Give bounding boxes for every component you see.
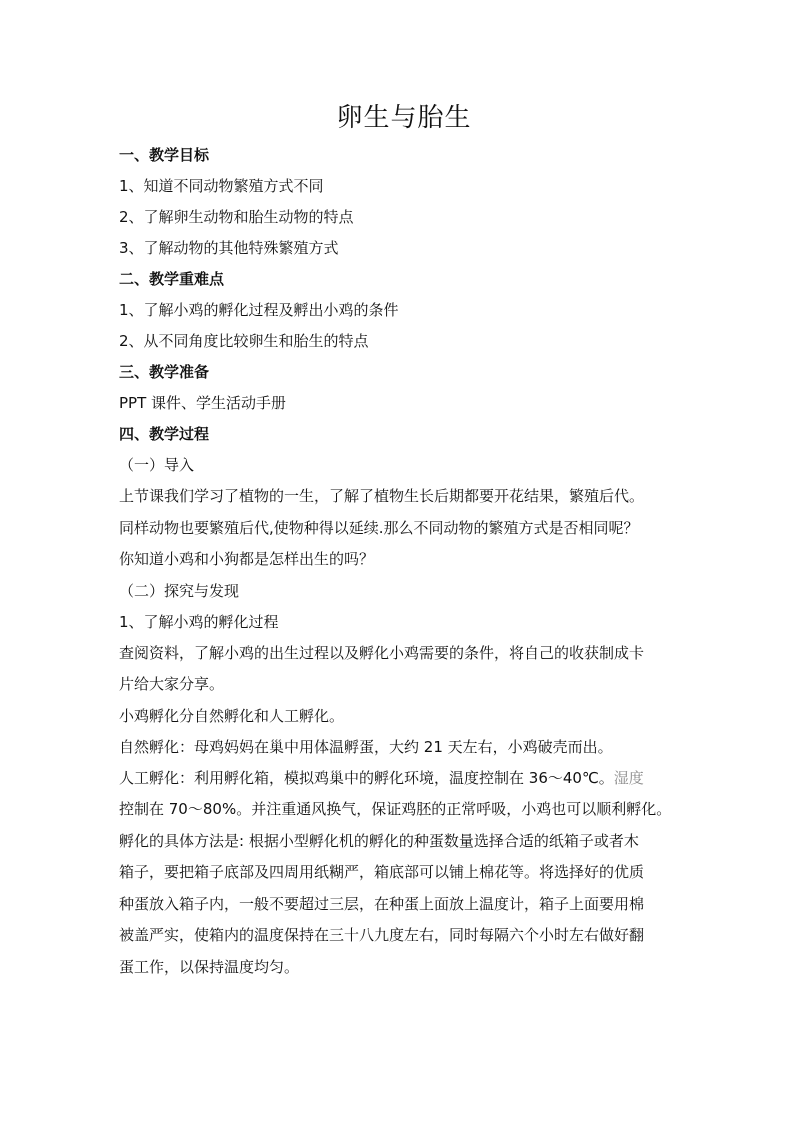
- key-point-item: 1、了解小鸡的孵化过程及孵出小鸡的条件: [119, 301, 399, 319]
- artificial-line: 控制在 70～80%。并注重通风换气，保证鸡胚的正常呼吸，小鸡也可以顺利孵化。: [119, 800, 672, 818]
- subsection-intro: （一）导入: [119, 456, 195, 474]
- artificial-line-humidity: 湿度: [613, 768, 644, 787]
- goal-item: 2、了解卵生动物和胎生动物的特点: [119, 208, 354, 226]
- goal-item: 3、了解动物的其他特殊繁殖方式: [119, 239, 339, 257]
- artificial-hatching-paragraph: [119, 763, 689, 984]
- goal-item: 1、知道不同动物繁殖方式不同: [119, 177, 324, 195]
- document-page: [119, 100, 689, 983]
- section-heading-preparation: 三、教学准备: [119, 363, 210, 381]
- artificial-line: 被盖严实，使箱内的温度保持在三十八九度左右，同时每隔六个小时左右做好翻: [119, 926, 645, 944]
- artificial-line: 种蛋放入箱子内，一般不要超过三层，在种蛋上面放上温度计，箱子上面要用棉: [119, 894, 645, 913]
- artificial-line: 箱子，要把箱子底部及四周用纸糊严，箱底部可以铺上棉花等。将选择好的优质: [119, 863, 645, 881]
- document-title: 卵生与胎生: [336, 103, 472, 133]
- section-heading-process: 四、教学过程: [119, 425, 210, 443]
- artificial-line: [119, 763, 689, 795]
- artificial-line: 孵化的具体方法是: 根据小型孵化机的孵化的种蛋数量选择合适的纸箱子或者木: [119, 831, 639, 850]
- section-heading-key-points: 二、教学重难点: [119, 270, 225, 288]
- research-line: 查阅资料，了解小鸡的出生过程以及孵化小鸡需要的条件，将自己的收获制成卡: [119, 643, 645, 662]
- research-paragraph: [119, 638, 689, 701]
- intro-line: 你知道小鸡和小狗都是怎样出生的吗？: [119, 550, 375, 568]
- intro-line: 上节课我们学习了植物的一生，了解了植物生长后期都要开花结果，繁殖后代。: [119, 487, 645, 505]
- subsection-explore: （二）探究与发现: [119, 581, 240, 600]
- artificial-line: 蛋工作，以保持温度均匀。: [119, 957, 300, 976]
- explore-heading: 1、了解小鸡的孵化过程: [119, 612, 279, 631]
- section-heading-goals: 一、教学目标: [119, 146, 210, 164]
- preparation-text: PPT 课件、学生活动手册: [119, 394, 287, 412]
- natural-hatching-text: 自然孵化：母鸡妈妈在巢中用体温孵蛋，大约 21 天左右，小鸡破壳而出。: [119, 737, 613, 756]
- intro-line: 同样动物也要繁殖后代,使物种得以延续.那么不同动物的繁殖方式是否相同呢？: [119, 518, 639, 537]
- hatch-types-text: 小鸡孵化分自然孵化和人工孵化。: [119, 706, 345, 725]
- artificial-line-main: 人工孵化：利用孵化箱，模拟鸡巢中的孵化环境，温度控制在 36～40℃。: [119, 768, 614, 787]
- research-line: 片给大家分享。: [119, 675, 225, 693]
- key-point-item: 2、从不同角度比较卵生和胎生的特点: [119, 332, 369, 350]
- intro-paragraph: [119, 481, 689, 576]
